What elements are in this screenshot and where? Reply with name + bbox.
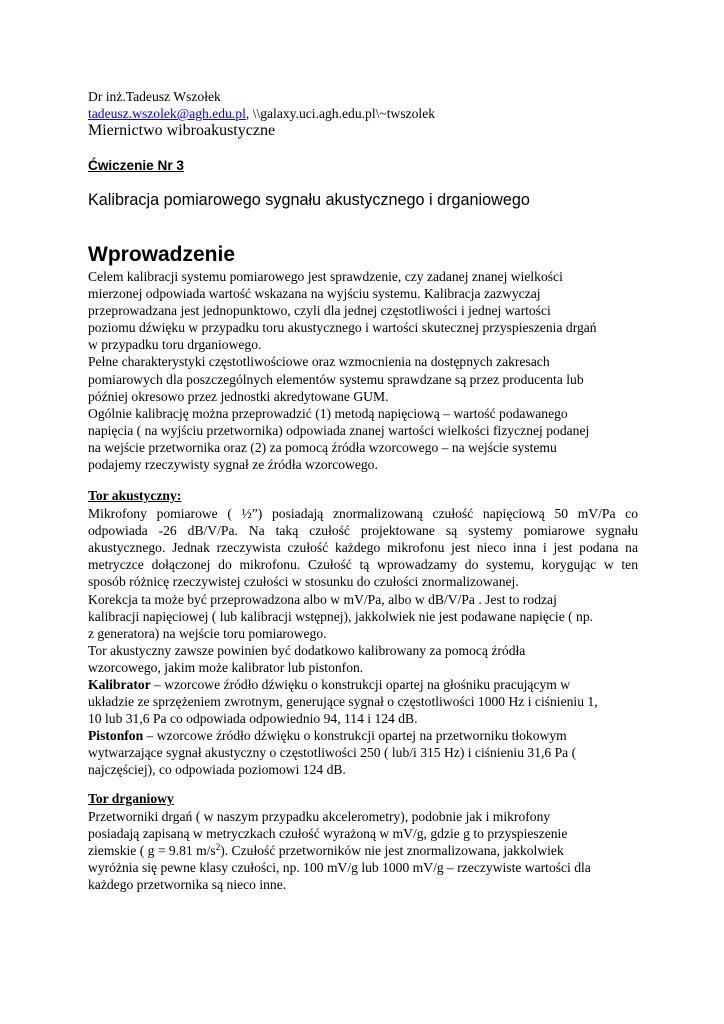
text-line: układzie ze sprzężeniem zwrotnym, generujące sygnał o częstotliwości 1000 Hz i ciśnieniu 1, (88, 694, 598, 710)
text-line: na wejście przetwornika oraz (2) za pomocą źródła wzorcowego – na wejście systemu (88, 439, 557, 455)
acoustic-justified-paragraph (88, 505, 638, 590)
network-path: , \\galaxy.uci.agh.edu.pl\~twszolek (245, 106, 436, 121)
text-segment: ziemskie ( g = 9.81 m/s (88, 843, 216, 859)
text-line: mierzonej odpowiada wartość wskazana na wyjściu systemu. Kalibracja zazwyczaj (88, 286, 541, 302)
exercise-number: Ćwiczenie Nr 3 (88, 158, 184, 173)
text-line: każdego przetwornika są nieco inne. (88, 877, 287, 893)
pistonphone-line (88, 727, 598, 744)
text-line: 10 lub 31,6 Pa co odpowiada odpowiednio 94, 114 i 124 dB. (88, 711, 418, 727)
text-line: napięcia ( na wyjściu przetwornika) odpowiada znanej wartości wielkości fizycznej podanej (88, 422, 590, 438)
calibrator-line (88, 676, 598, 693)
text-line: poziomu dźwięku w przypadku toru akustycznego i wartości skutecznej przyspieszenia drgań (88, 320, 597, 336)
vibration-paragraph (88, 808, 591, 893)
text-line: Celem kalibracji systemu pomiarowego jest sprawdzenie, czy zadanej znanej wielkości (88, 269, 563, 284)
text-line: wyróżnia się pewne klasy czułości, np. 100 mV/g lub 1000 mV/g – rzeczywiste wartości dla (88, 860, 591, 876)
text-line: odpowiada -26 dB/V/Pa. Na taką czułość projektowane są systemy pomiarowe sygnału (88, 523, 638, 539)
text-line (88, 842, 591, 859)
email-link[interactable]: tadeusz.wszolek@agh.edu.pl (88, 106, 246, 121)
text-line: Ogólnie kalibrację można przeprowadzić (1) metodą napięciową – wartość podawanego (88, 405, 568, 421)
pistonphone-term: Pistonfon (88, 728, 144, 744)
text-line: Tor akustyczny zawsze powinien być dodatkowo kalibrowany za pomocą źródła (88, 642, 526, 658)
text-line: z generatora) na wejście toru pomiarowego. (88, 625, 327, 641)
text-line: w przypadku toru drganiowego. (88, 337, 262, 353)
calibrator-text: – wzorcowe źródło dźwięku o konstrukcji opartej na głośniku pracującym w (150, 676, 571, 692)
text-line: metryczce dołączonej do mikrofonu. Czułość tą wprowadzamy do systemu, korygując w ten (88, 557, 638, 573)
text-segment: ). Czułość przetworników nie jest znormalizowana, jakkolwiek (220, 843, 564, 859)
text-line: przeprowadzana jest jednopunktowo, czyli dla jednej częstotliwości i jednej wartości (88, 303, 551, 319)
text-line: wytwarzające sygnał akustyczny o częstotliwości 250 ( lub/i 315 Hz) i ciśnieniu 31,6 Pa ( (88, 745, 577, 761)
intro-paragraph (88, 268, 597, 473)
text-line: akustycznego. Jednak rzeczywista czułość każdego mikrofonu jest nieco inna i jest podana na (88, 540, 638, 556)
text-line: sposób różnicę rzeczywistej czułości w stosunku do czułości znormalizowanej. (88, 574, 519, 590)
text-line: pomiarowych dla poszczególnych elementów systemu sprawdzane są przez producenta lub (88, 371, 584, 387)
text-line: Pełne charakterystyki częstotliwościowe oraz wzmocnienia na dostępnych zakresach (88, 354, 550, 370)
calibrator-term: Kalibrator (88, 676, 151, 692)
course-title: Miernictwo wibroakustyczne (88, 122, 276, 139)
text-line: Mikrofony pomiarowe ( ½”) posiadają znormalizowaną czułość napięciową 50 mV/Pa co (88, 506, 638, 521)
text-line: Przetworniki drgań ( w naszym przypadku akcelerometry), podobnie jak i mikrofony (88, 809, 551, 824)
text-line: później okresowo przez jednostki akredytowane GUM. (88, 388, 389, 404)
contact-line (88, 105, 435, 122)
exercise-subtitle: Kalibracja pomiarowego sygnału akustycznego i drganiowego (88, 191, 530, 209)
text-line: Korekcja ta może być przeprowadzona albo w mV/Pa, albo w dB/V/Pa . Jest to rodzaj (88, 591, 557, 607)
pistonphone-text: – wzorcowe źródło dźwięku o konstrukcji opartej na przetworniku tłokowym (143, 728, 567, 744)
text-line: kalibracji napięciowej ( lub kalibracji wstępnej), jakkolwiek nie jest podawane napięcie ( np. (88, 608, 594, 624)
vibration-heading: Tor drganiowy (88, 791, 174, 806)
author-name: Dr inż.Tadeusz Wszołek (88, 89, 221, 104)
intro-heading: Wprowadzenie (88, 243, 236, 266)
superscript: 2 (215, 842, 221, 853)
text-line: wzorcowego, jakim może kalibrator lub pistonfon. (88, 659, 364, 675)
text-line: podajemy rzeczywisty sygnał ze źródła wzorcowego. (88, 457, 378, 473)
acoustic-paragraph (88, 591, 598, 779)
acoustic-heading: Tor akustyczny: (88, 488, 182, 503)
text-line: najczęściej), co odpowiada poziomowi 124 dB. (88, 762, 346, 778)
text-line: posiadają zapisaną w metryczkach czułość wyrażoną w mV/g, gdzie g to przyspieszenie (88, 826, 568, 842)
